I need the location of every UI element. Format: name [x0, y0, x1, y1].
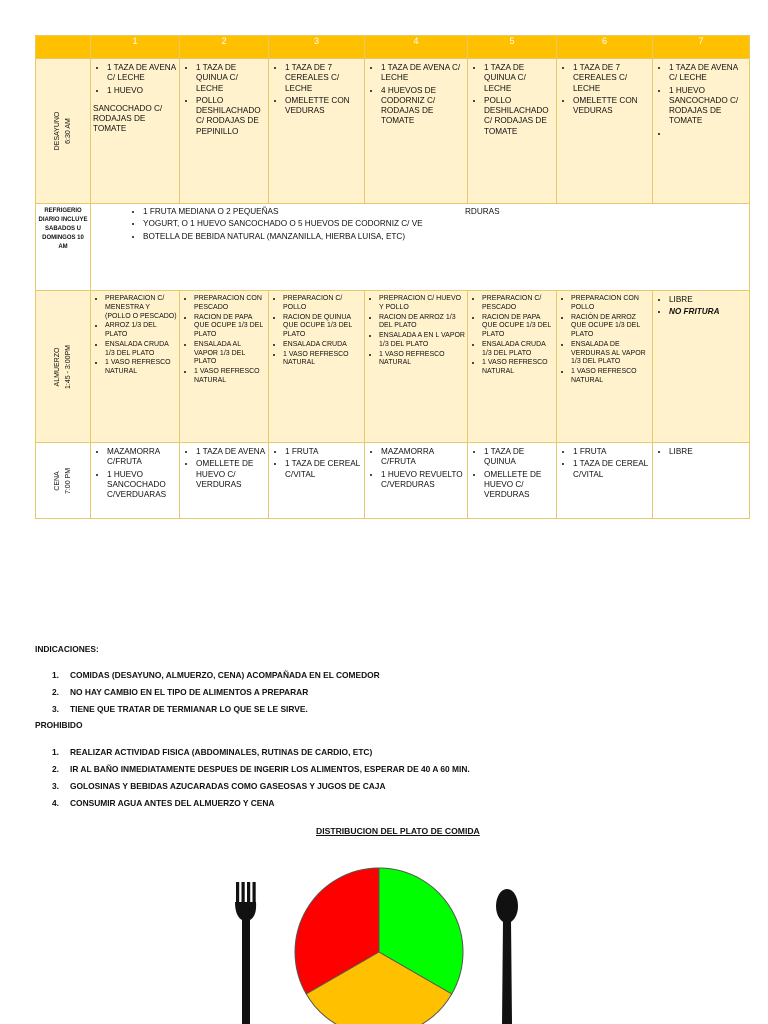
prohibido-item: 3. GOLOSINAS Y BEBIDAS AZUCARADAS COMO GASEOSAS Y JUGOS DE CAJA [52, 781, 386, 791]
meal-item: • 1 VASO REFRESCO NATURAL [105, 359, 177, 377]
day-header: 2 [180, 36, 269, 59]
meal-cell [91, 443, 180, 519]
meal-item: • ENSALADA DE VERDURAS AL VAPOR 1/3 DEL PLATO [571, 341, 650, 367]
day-header: 4 [365, 36, 468, 59]
meal-cell [365, 443, 468, 519]
meal-item: • NO FRITURA [669, 307, 747, 317]
meal-item: • 1 VASO REFRESCO NATURAL [194, 368, 266, 386]
plate-pie-chart [295, 868, 463, 1024]
meal-item: • OMELLETE DE HUEVO C/ VERDURAS [484, 470, 554, 501]
prohibido-item: 2. IR AL BAÑO INMEDIATAMENTE DESPUES DE INGERIR LOS ALIMENTOS, ESPERAR DE 40 A 60 MIN. [52, 764, 470, 774]
prohibido-item: 1. REALIZAR ACTIVIDAD FISICA (ABDOMINALES, RUTINAS DE CARDIO, ETC) [52, 747, 373, 757]
corner-header [36, 36, 91, 59]
meal-cell [180, 59, 269, 204]
meal-item: • ENSALADA CRUDA [283, 341, 362, 350]
meal-item: • 1 HUEVO [107, 86, 177, 96]
prohibido-title: PROHIBIDO [35, 720, 83, 730]
meal-item: • 1 TAZA DE 7 CEREALES C/ LECHE [573, 63, 650, 94]
refrigerio-items [91, 204, 749, 242]
day-header-row [36, 36, 750, 59]
meal-item: • 1 TAZA DE QUINUA C/ LECHE [484, 63, 554, 94]
meal-item: • MAZAMORRA C/FRUTA [381, 447, 465, 468]
refrigerio-label: REFRIGERIO DIARIO INCLUYE SABADOS U DOMINGOS 10 AM [38, 208, 88, 250]
meal-item: • 1 HUEVO SANCOCHADO C/ RODAJAS DE TOMATE [669, 86, 747, 127]
meal-item-continuation: SANCOCHADO C/ RODAJAS DE TOMATE [93, 103, 163, 134]
meal-cell [557, 291, 653, 443]
day-header: 6 [557, 36, 653, 59]
meal-item: • RACION DE QUINUA QUE OCUPE 1/3 DEL PLATO [283, 314, 362, 340]
meal-item: • ENSALADA CRUDA 1/3 DEL PLATO [482, 341, 554, 359]
meal-cell [653, 291, 750, 443]
meal-item: • 1 TAZA DE AVENA C/ LECHE [669, 63, 747, 84]
meal-item: • ARROZ 1/3 DEL PLATO [105, 322, 177, 340]
meal-cell [468, 291, 557, 443]
meal-item: • PREPARACION C/ PESCADO [482, 295, 554, 313]
meal-item: • PREPRACION C/ HUEVO Y POLLO [379, 295, 465, 313]
plate-distribution-title: DISTRIBUCION DEL PLATO DE COMIDA [316, 826, 480, 836]
prohibido-item: 4. CONSUMIR AGUA ANTES DEL ALMUERZO Y CENA [52, 798, 275, 808]
meal-item: • 1 TAZA DE QUINUA [484, 447, 554, 468]
indicaciones-item: 2. NO HAY CAMBIO EN EL TIPO DE ALIMENTOS A PREPARAR [52, 687, 309, 697]
meal-item: • 1 VASO REFRESCO NATURAL [571, 368, 650, 386]
cena-row [36, 443, 750, 519]
indicaciones-title: INDICACIONES: [35, 644, 99, 654]
meal-cell [653, 443, 750, 519]
spoon-icon [496, 889, 518, 1024]
meal-item: • 1 FRUTA [285, 447, 362, 457]
almuerzo-row [36, 291, 750, 443]
meal-item: • ENSALADA CRUDA 1/3 DEL PLATO [105, 341, 177, 359]
meal-items [91, 59, 179, 96]
plate-illustration [0, 854, 768, 1024]
meal-item: • RACION DE PAPA QUE OCUPE 1/3 DEL PLATO [482, 314, 554, 340]
meal-item: • OMELETTE CON VEDURAS [285, 96, 362, 117]
meal-item: • 1 VASO REFRESCO NATURAL [379, 351, 465, 369]
meal-item: • PREPARACION C/ MENESTRA Y (POLLO O PESCADO) [105, 295, 177, 321]
meal-label: DESAYUNO [53, 111, 61, 151]
meal-item: • LIBRE [669, 295, 747, 305]
day-header: 5 [468, 36, 557, 59]
refrigerio-label-cell [36, 204, 91, 291]
refrigerio-overflow-text: RDURAS [465, 207, 500, 216]
meal-cell [557, 59, 653, 204]
meal-item [669, 129, 747, 139]
meal-item: • 1 TAZA DE QUINUA C/ LECHE [196, 63, 266, 94]
meal-item: • OMELLETE DE HUEVO C/ VERDURAS [196, 459, 266, 490]
meal-item: • 1 TAZA DE 7 CEREALES C/ LECHE [285, 63, 362, 94]
meal-cell [91, 59, 180, 204]
meal-time: 7:00 PM [65, 467, 72, 494]
meal-cell [180, 443, 269, 519]
meal-cell [557, 443, 653, 519]
meal-item: • POLLO DESHILACHADO C/ RODAJAS DE PEPINILLO [196, 96, 266, 137]
refrigerio-item: • 1 FRUTA MEDIANA O 2 PEQUEÑAS RDURAS [143, 207, 749, 217]
meal-cell [180, 291, 269, 443]
meal-plan-table [35, 35, 750, 519]
refrigerio-cell [91, 204, 750, 291]
indicaciones-item: 3. TIENE QUE TRATAR DE TERMIANAR LO QUE SE LE SIRVE. [52, 704, 308, 714]
cena-label-cell [36, 443, 91, 519]
meal-cell [468, 59, 557, 204]
almuerzo-label-cell [36, 291, 91, 443]
day-header: 1 [91, 36, 180, 59]
day-header: 7 [653, 36, 750, 59]
meal-item: • ENSALADA AL VAPOR 1/3 DEL PLATO [194, 341, 266, 367]
meal-item: • PREPARACION CON POLLO [571, 295, 650, 313]
fork-icon [235, 882, 256, 1024]
meal-item: • MAZAMORRA C/FRUTA [107, 447, 177, 468]
meal-item: • 1 TAZA DE AVENA C/ LECHE [107, 63, 177, 84]
meal-cell [269, 443, 365, 519]
indicaciones-item: 1. COMIDAS (DESAYUNO, ALMUERZO, CENA) ACOMPAÑADA EN EL COMEDOR [52, 670, 380, 680]
meal-cell [365, 59, 468, 204]
meal-cell [269, 59, 365, 204]
meal-item: • 1 TAZA DE AVENA C/ LECHE [381, 63, 465, 84]
refrigerio-row [36, 204, 750, 291]
meal-item: • OMELETTE CON VEDURAS [573, 96, 650, 117]
meal-cell [468, 443, 557, 519]
prohibido-list [52, 747, 470, 815]
meal-label: ALMUERZO [53, 347, 61, 386]
meal-item: • RACION DE PAPA QUE OCUPE 1/3 DEL PLATO [194, 314, 266, 340]
meal-item: • 1 TAZA DE CEREAL C/VITAL [285, 459, 362, 480]
meal-item: • 1 TAZA DE AVENA [196, 447, 266, 457]
meal-item: • RACION DE ARROZ 1/3 DEL PLATO [379, 314, 465, 332]
desayuno-label-cell [36, 59, 91, 204]
meal-item: • LIBRE [669, 447, 747, 457]
meal-item: • 4 HUEVOS DE CODORNIZ C/ RODAJAS DE TOMATE [381, 86, 465, 127]
desayuno-row [36, 59, 750, 204]
indicaciones-list [52, 670, 380, 721]
meal-item: • 1 VASO REFRESCO NATURAL [482, 359, 554, 377]
meal-item: • 1 VASO REFRESCO NATURAL [283, 351, 362, 369]
meal-item: • RACIÓN DE ARROZ QUE OCUPE 1/3 DEL PLATO [571, 314, 650, 340]
meal-cell [653, 59, 750, 204]
meal-label: CENA [53, 470, 61, 491]
meal-item: • POLLO DESHILACHADO C/ RODAJAS DE TOMATE [484, 96, 554, 137]
day-header: 3 [269, 36, 365, 59]
meal-item: • PREPARACION CON PESCADO [194, 295, 266, 313]
meal-cell [365, 291, 468, 443]
meal-cell [269, 291, 365, 443]
meal-cell [91, 291, 180, 443]
meal-item: • 1 HUEVO SANCOCHADO C/VERDUARAS [107, 470, 177, 501]
meal-time: 1:45 - 3:00PM [65, 344, 72, 389]
meal-item: • PREPARACION C/ POLLO [283, 295, 362, 313]
refrigerio-item: • BOTELLA DE BEBIDA NATURAL (MANZANILLA, HIERBA LUISA, ETC) [143, 232, 749, 242]
meal-item: • 1 FRUTA [573, 447, 650, 457]
meal-item: • 1 HUEVO REVUELTO C/VERDURAS [381, 470, 465, 491]
meal-item: • ENSALADA A EN L VAPOR 1/3 DEL PLATO [379, 332, 465, 350]
meal-time: 6:30 AM [65, 118, 72, 144]
meal-item: • 1 TAZA DE CEREAL C/VITAL [573, 459, 650, 480]
refrigerio-item: • YOGURT, O 1 HUEVO SANCOCHADO O 5 HUEVOS DE CODORNIZ C/ VE [143, 219, 749, 229]
